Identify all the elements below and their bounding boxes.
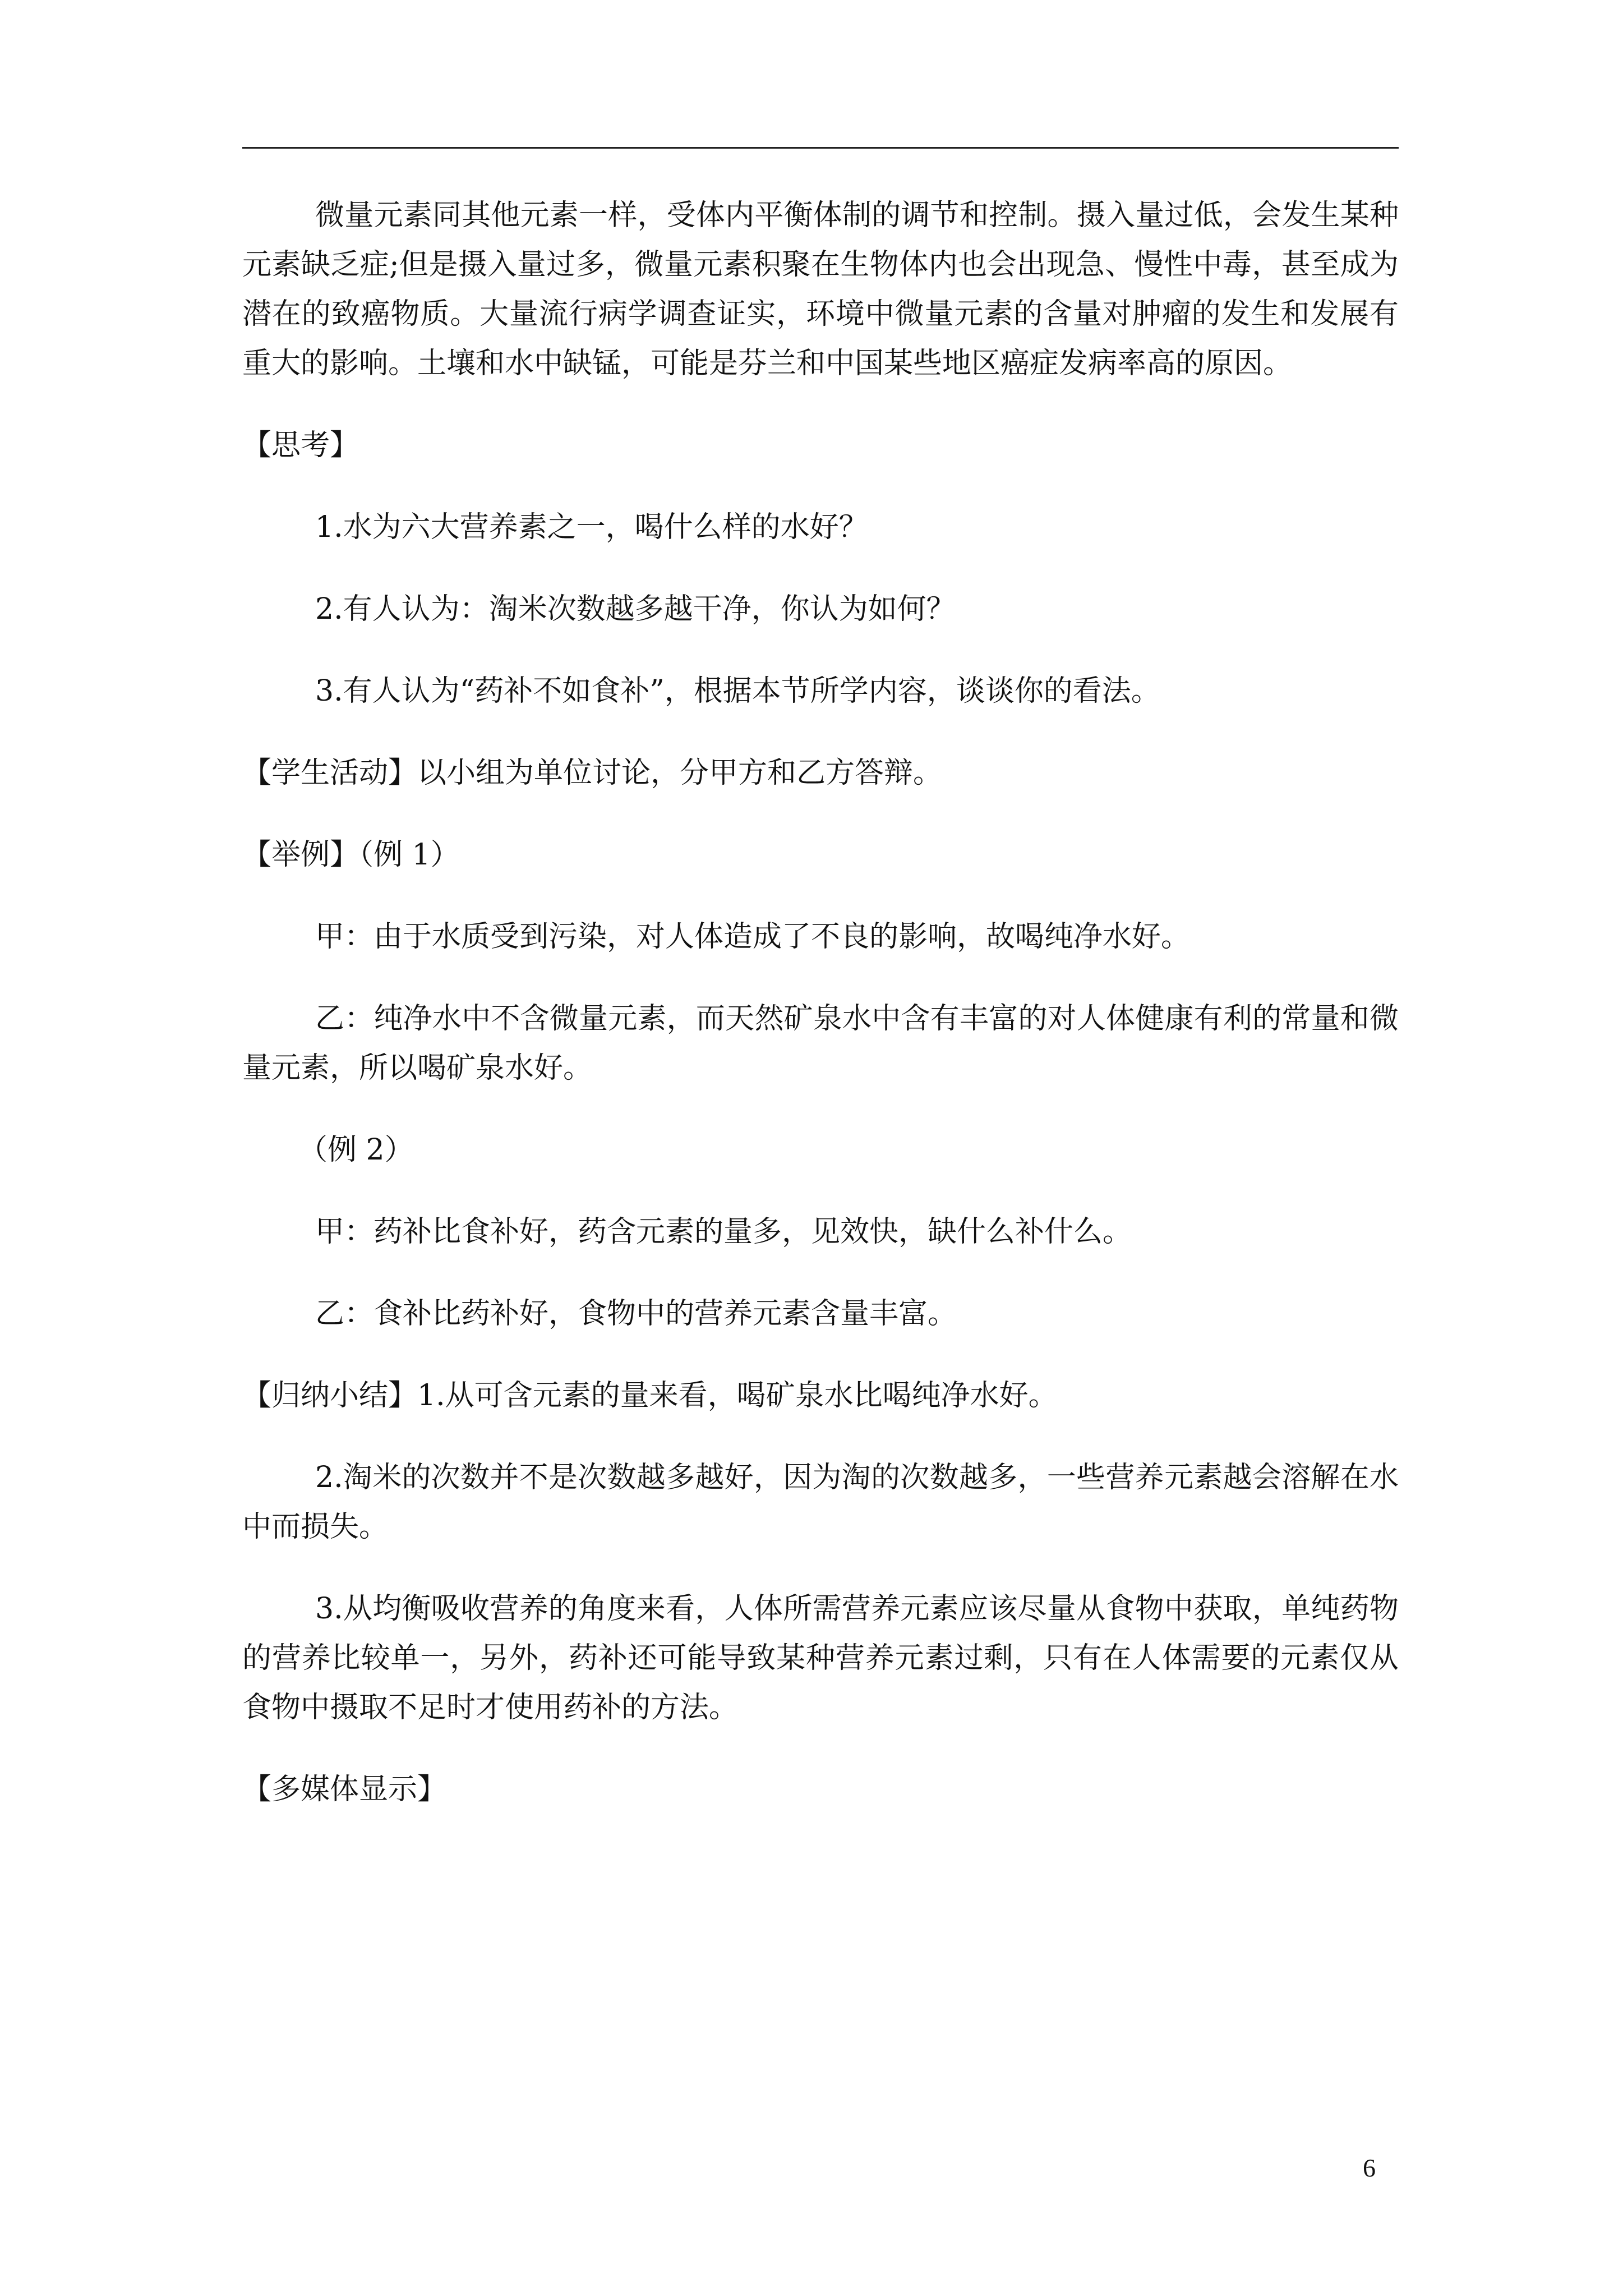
- page-number: 6: [1363, 2154, 1376, 2182]
- example-2-party-a: 甲：药补比食补好，药含元素的量多，见效快，缺什么补什么。: [315, 1215, 1132, 1249]
- example-heading: 【举例】（例 1）: [242, 838, 460, 872]
- example-1-party-a: 甲：由于水质受到污染，对人体造成了不良的影响，故喝纯净水好。: [315, 920, 1191, 954]
- summary-point-2: 2.淘米的次数并不是次数越多越好，因为淘的次数越多，一些营养元素越会溶解在水中而损失。: [242, 1461, 1399, 1544]
- intro-paragraph: 微量元素同其他元素一样，受体内平衡体制的调节和控制。摄入量过低，会发生某种元素缺乏症;但是摄入量过多，微量元素积聚在生物体内也会出现急、慢性中毒，甚至成为潜在的致癌物质。大量流行病学调查证实，环境中微量元素的含量对肿瘤的发生和发展有重大的影响。土壤和水中缺锰，可能是芬兰和中国某些地区癌症发病率高的原因。: [242, 199, 1399, 380]
- header-rule: [242, 147, 1399, 149]
- document-body: [242, 191, 1399, 1814]
- summary-point-1: 【归纳小结】1.从可含元素的量来看，喝矿泉水比喝纯净水好。: [242, 1379, 1058, 1412]
- summary-point-3: 3.从均衡吸收营养的角度来看，人体所需营养元素应该尽量从食物中获取，单纯药物的营养比较单一，另外，药补还可能导致某种营养元素过剩，只有在人体需要的元素仅从食物中摄取不足时才使用药补的方法。: [242, 1592, 1399, 1724]
- example-2-party-b: 乙：食补比药补好，食物中的营养元素含量丰富。: [315, 1297, 957, 1331]
- question-3: 3.有人认为“药补不如食补”，根据本节所学内容，谈谈你的看法。: [315, 674, 1160, 708]
- think-heading: 【思考】: [242, 429, 359, 462]
- multimedia-heading: 【多媒体显示】: [242, 1773, 447, 1806]
- example-2-label: （例 2）: [298, 1133, 414, 1167]
- question-2: 2.有人认为：淘米次数越多越干净，你认为如何？: [315, 592, 956, 626]
- example-1-party-b: 乙：纯净水中不含微量元素，而天然矿泉水中含有丰富的对人体健康有利的常量和微量元素，所以喝矿泉水好。: [242, 1002, 1399, 1085]
- student-activity: 【学生活动】以小组为单位讨论，分甲方和乙方答辩。: [242, 756, 943, 790]
- question-1: 1.水为六大营养素之一，喝什么样的水好？: [315, 510, 868, 544]
